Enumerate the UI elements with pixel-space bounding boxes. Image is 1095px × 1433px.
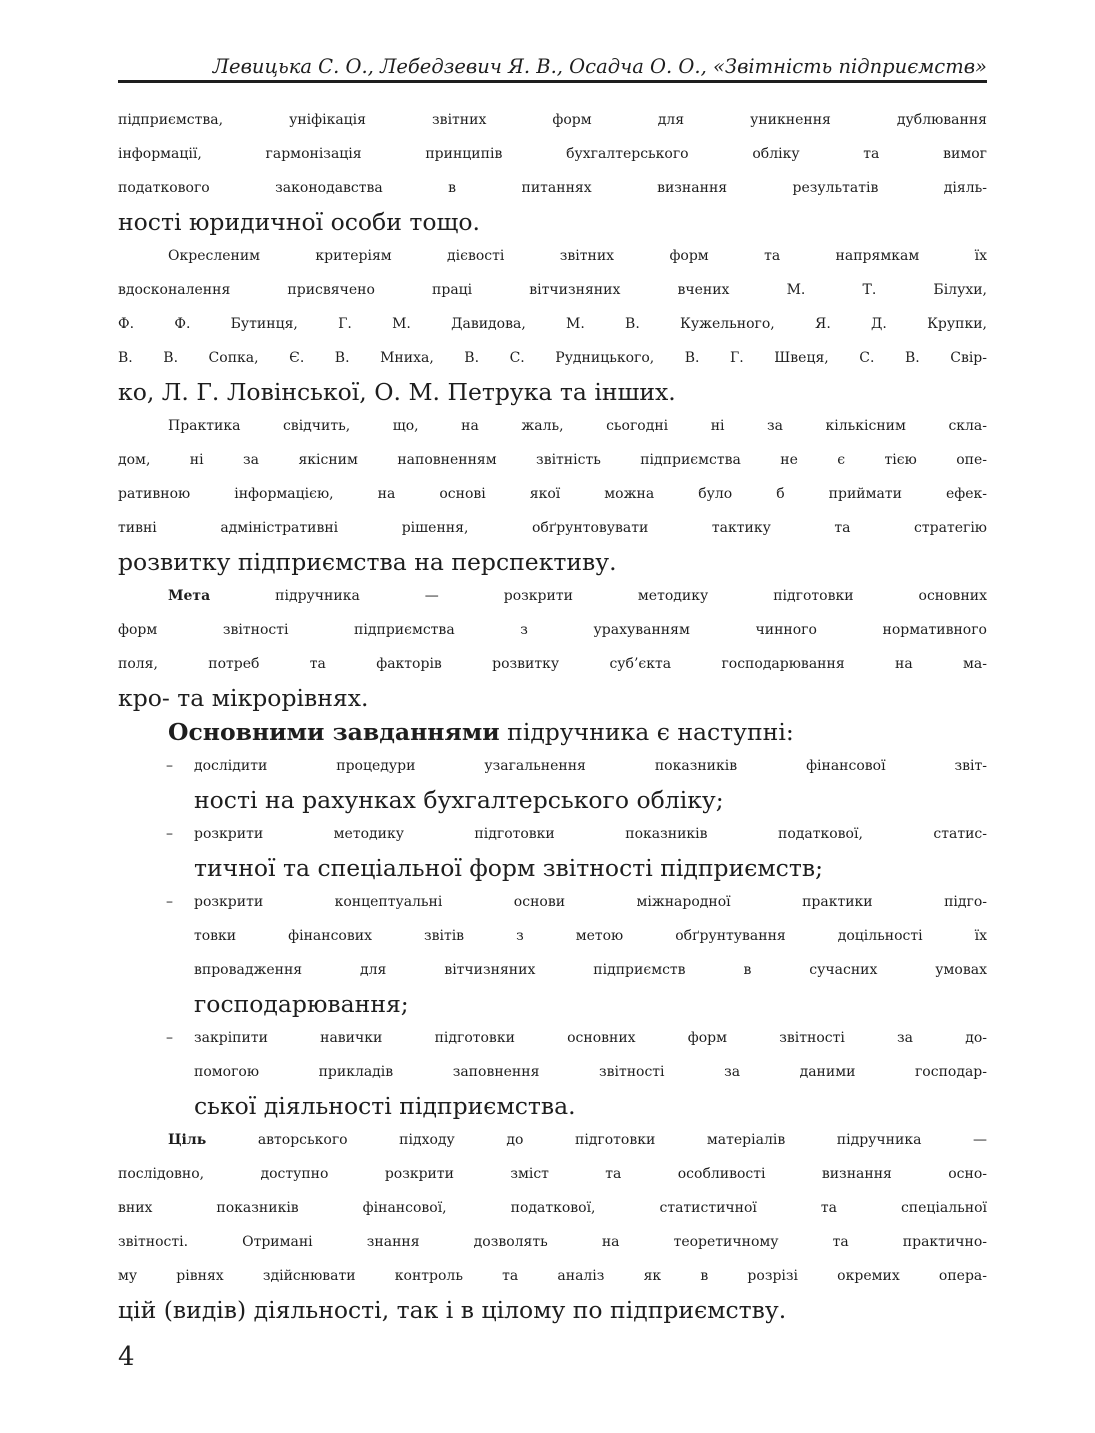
- text-line: підприємства, уніфікація звітних форм для уникнення дублювання: [118, 112, 987, 128]
- header-rule: [118, 80, 987, 83]
- text-line: звітності. Отримані знання дозволять на теоретичному та практично-: [118, 1234, 987, 1250]
- text-line: інформації, гармонізація принципів бухгалтерського обліку та вимог: [118, 146, 987, 162]
- list-item: [118, 1021, 987, 1055]
- bold-term: Мета: [168, 588, 211, 604]
- text-line: тивні адміністративні рішення, обґрунтовувати тактику та стратегію: [118, 520, 987, 536]
- text-line: [118, 715, 987, 749]
- text-line: податкового законодавства в питаннях визнання результатів діяль-: [118, 180, 987, 196]
- text-line: поля, потреб та факторів розвитку суб’єкта господарювання на ма-: [118, 656, 987, 672]
- text-line: му рівнях здійснювати контроль та аналіз як в розрізі окремих опера-: [118, 1268, 987, 1284]
- text-run: авторського підходу до підготовки матеріалів підручника —: [206, 1132, 987, 1148]
- text-line: [118, 1123, 987, 1157]
- list-item-line: ності на рахунках бухгалтерського обліку;: [194, 786, 724, 814]
- text-line: В. В. Сопка, Є. В. Мниха, В. С. Рудницького, В. Г. Швеця, С. В. Свір-: [118, 350, 987, 366]
- text-run: розкрити концептуальні основи міжнародної практики підго-: [194, 894, 987, 910]
- text-line: [118, 579, 987, 613]
- text-run: підручника є наступні:: [499, 718, 794, 746]
- list-item: [118, 885, 987, 919]
- page-number: 4: [118, 1342, 135, 1372]
- list-item-line: господарювання;: [194, 990, 409, 1018]
- dash-bullet: –: [166, 894, 173, 910]
- list-item: [118, 817, 987, 851]
- bold-term: Ціль: [168, 1132, 207, 1148]
- text-line: вдосконалення присвячено праці вітчизняних вчених М. Т. Білухи,: [118, 282, 987, 298]
- text-run: дослідити процедури узагальнення показників фінансової звіт-: [194, 758, 987, 774]
- running-header: Левицька С. О., Лебедзевич Я. В., Осадча О. О., «Звітність підприємств»: [212, 55, 987, 78]
- text-run: підручника — розкрити методику підготовки основних: [210, 588, 987, 604]
- text-line: вних показників фінансової, податкової, статистичної та спеціальної: [118, 1200, 987, 1216]
- text-line: ративною інформацією, на основі якої можна було б приймати ефек-: [118, 486, 987, 502]
- text-line: кро- та мікрорівнях.: [118, 684, 369, 712]
- text-line: ності юридичної особи тощо.: [118, 208, 480, 236]
- text-run: закріпити навички підготовки основних форм звітності за до-: [194, 1030, 987, 1046]
- bold-term: Основними завданнями: [168, 718, 500, 746]
- text-line: ко, Л. Г. Ловінської, О. М. Петрука та інших.: [118, 378, 676, 406]
- list-item: [118, 749, 987, 783]
- text-line: форм звітності підприємства з урахуванням чинного нормативного: [118, 622, 987, 638]
- list-item-line: впровадження для вітчизняних підприємств в сучасних умовах: [194, 962, 987, 978]
- dash-bullet: –: [166, 826, 173, 842]
- list-item-line: товки фінансових звітів з метою обґрунтування доцільності їх: [194, 928, 987, 944]
- page-body: [118, 103, 987, 1327]
- dash-bullet: –: [166, 758, 173, 774]
- text-line: Окресленим критеріям дієвості звітних форм та напрямкам їх: [168, 248, 987, 264]
- text-line: дом, ні за якісним наповненням звітність підприємства не є тією опе-: [118, 452, 987, 468]
- text-line: цій (видів) діяльності, так і в цілому по підприємству.: [118, 1296, 787, 1324]
- list-item-line: тичної та спеціальної форм звітності підприємств;: [194, 854, 823, 882]
- text-line: Ф. Ф. Бутинця, Г. М. Давидова, М. В. Кужельного, Я. Д. Крупки,: [118, 316, 987, 332]
- text-line: розвитку підприємства на перспективу.: [118, 548, 617, 576]
- text-run: розкрити методику підготовки показників податкової, статис-: [194, 826, 987, 842]
- text-line: Практика свідчить, що, на жаль, сьогодні ні за кількісним скла-: [168, 418, 987, 434]
- list-item-line: ської діяльності підприємства.: [194, 1092, 576, 1120]
- list-item-line: помогою прикладів заповнення звітності за даними господар-: [194, 1064, 987, 1080]
- dash-bullet: –: [166, 1030, 173, 1046]
- text-line: послідовно, доступно розкрити зміст та особливості визнання осно-: [118, 1166, 987, 1182]
